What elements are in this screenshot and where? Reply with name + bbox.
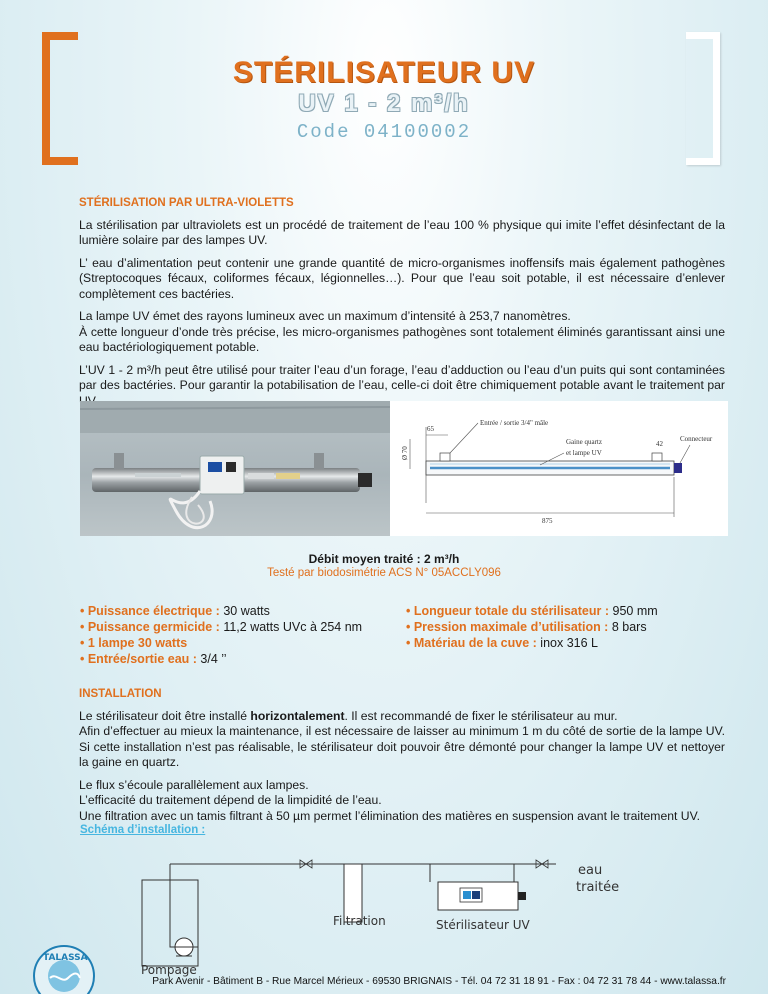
spec-item: • Pression maximale d’utilisation : 8 bars [406,620,647,634]
gaine-label-2: et lampe UV [566,449,602,457]
sterilisation-section [79,196,725,409]
dim-42-label: 42 [656,440,663,448]
installation-heading: INSTALLATION [79,688,162,700]
test-caption: Testé par biodosimétrie ACS N° 05ACCLY096 [267,567,501,579]
logo-text-top: TALASSA [43,953,88,963]
pompage-label: Pompage [141,963,197,977]
flow-caption: Débit moyen traité : 2 m³/h [308,552,460,566]
paragraph: L’ eau d’alimentation peut contenir une grande quantité de micro-organismes inoffensifs mais également pathogènes (Streptocoques fécaux, coliformes fécaux, légionnelles…). Pour que l’eau soit potable, il est nécessaire d’enlever complètement ces bactéries. [79,255,725,301]
page-subtitle: UV 1 - 2 m³/h [298,90,470,117]
technical-drawing [390,401,728,536]
paragraph: Une filtration avec un tamis filtrant à 50 µm permet l’élimination des matières en suspension avant le traitement UV. [79,808,700,823]
spec-item: • Puissance germicide : 11,2 watts UVc à 254 nm [80,620,363,634]
dim-875-label: 875 [542,517,553,525]
paragraph: L’UV 1 - 2 m³/h peut être utilisé pour traiter l’eau d’un forage, l’eau d’adduction ou l’eau d’un puits qui sont contaminées par des bactéries. Pour garantir la potabilisation de l’eau, celle-ci doit être chimiquement potable avant le traitement par [79,362,725,392]
dimension-drawing [390,401,728,536]
paragraph: La lampe UV émet des rayons lumineux avec un maximum d’intensité à 253,7 nanomètres. [79,309,571,323]
page-title: STÉRILISATEUR UV [232,56,536,89]
spec-item: • Puissance électrique : 30 watts [80,604,270,618]
dim-70-label: Ø 70 [401,446,409,460]
paragraph: Le stérilisateur doit être installé horizontalement. Il est recommandé de fixer le stérilisateur au mur. [79,708,618,723]
spec-item: • Longueur totale du stérilisateur : 950 mm [406,604,658,618]
paragraph: L’efficacité du traitement dépend de la limpidité de l’eau. [79,793,382,807]
specs-right [406,603,658,651]
spec-item: • Entrée/sortie eau : 3/4 ’’ [80,652,227,666]
paragraph: Le flux s’écoule parallèlement aux lampes. [79,777,309,792]
section-heading: STÉRILISATION PAR ULTRA-VIOLETTS [79,197,294,209]
installation-section [79,687,725,824]
traitee-label: traitée [576,880,620,895]
spec-item: • Matériau de la cuve : inox 316 L [406,636,598,650]
eau-label: eau [578,863,603,878]
spec-item: • 1 lampe 30 watts [80,636,188,650]
paragraph: À cette longueur d’onde très précise, les micro-organismes pathogènes sont totalement éliminés garantissant ainsi une eau bactériologiquement potable. [79,324,725,354]
inout-label: Entrée / sortie 3/4" mâle [480,419,549,427]
filtration-label: Filtration [333,914,386,928]
installation-schema [0,850,768,980]
product-photo [80,401,390,536]
footer-address: Park Avenir - Bâtiment B - Rue Marcel Mérieux - 69530 BRIGNAIS - Tél. 04 72 31 18 91 - Fax : 04 72 31 78 44 - www.talassa.fr [152,976,726,987]
connecteur-label: Connecteur [680,435,713,443]
specs-left [80,603,362,667]
dim-65-label: 65 [427,425,434,433]
gaine-label-1: Gaine quartz [566,438,602,446]
paragraph: La stérilisation par ultraviolets est un procédé de traitement de l’eau 100 % physique qui imite l’effet désinfectant de la lumière solaire par des lampes UV. [79,217,725,247]
schema-installation-link[interactable]: Schéma d’installation : [80,824,206,836]
product-code: Code 04100002 [296,121,472,143]
sterilizer-photo-image [80,401,390,536]
sterilisateur-label: Stérilisateur UV [436,918,530,932]
paragraph: Afin d’effectuer au mieux la maintenance, il est nécessaire de laisser au minimum 1 m du côté de sortie de la lampe UV. Si cette installation n’est pas réalisable, le stérilisateur doit pouvoir être démonté pour changer la lampe UV et nettoyer la gaine en quartz. [79,724,725,769]
